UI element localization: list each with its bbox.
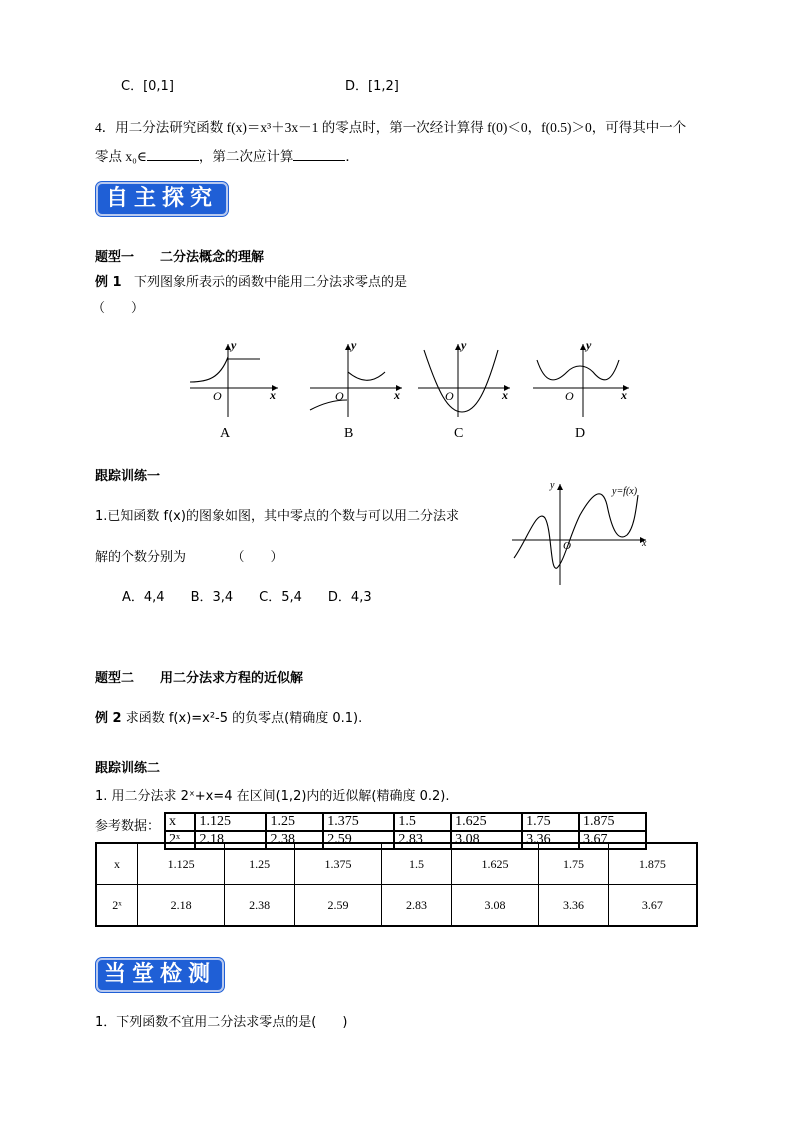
graph-a-y-label: y bbox=[231, 338, 237, 352]
graph-b-label: B bbox=[344, 426, 354, 441]
graph-b-origin: O bbox=[335, 389, 344, 403]
table-cell: 1.25 bbox=[225, 843, 295, 885]
practice-1-origin: O bbox=[563, 540, 571, 552]
example-1-text: 下列图象所表示的函数中能用二分法求零点的是 bbox=[133, 275, 407, 290]
ref-cell: 2.38 bbox=[266, 831, 323, 849]
table-cell: 3.36 bbox=[539, 885, 609, 927]
practice-2-question: 1. 用二分法求 2ˣ+x=4 在区间(1,2)内的近似解(精确度 0.2). bbox=[95, 789, 450, 804]
graph-a-origin: O bbox=[213, 389, 222, 403]
practice-1-curve-label: y=f(x) bbox=[612, 486, 638, 497]
practice-1-title: 跟踪训练一 bbox=[95, 469, 161, 484]
practice-2-title: 跟踪训练二 bbox=[95, 761, 161, 776]
option-d: D．[1,2] bbox=[345, 79, 399, 94]
graph-d-y-label: y bbox=[586, 338, 592, 352]
practice-1-question-line1: 1.已知函数 f(x)的图象如图，其中零点的个数与可以用二分法求 bbox=[95, 509, 459, 524]
answer-paren: （ ） bbox=[92, 301, 145, 316]
ref-cell: 1.125 bbox=[195, 813, 266, 831]
table-cell: 1.125 bbox=[138, 843, 225, 885]
data-table bbox=[95, 842, 698, 927]
q4-mid: ，第二次应计算 bbox=[198, 149, 294, 164]
table-cell: 1.5 bbox=[382, 843, 452, 885]
section-banner-check: 当堂检测 bbox=[96, 958, 224, 992]
ref-cell: 1.875 bbox=[579, 813, 646, 831]
table-cell: 2.38 bbox=[225, 885, 295, 927]
graph-a-label: A bbox=[220, 426, 231, 441]
graph-c-x-label: x bbox=[502, 388, 508, 402]
table-cell: 3.67 bbox=[608, 885, 697, 927]
ref-cell: 3.67 bbox=[579, 831, 646, 849]
q4-prefix: 零点 x₀∈ bbox=[95, 149, 147, 164]
ref-cell: 1.625 bbox=[451, 813, 522, 831]
ref-cell: 2.18 bbox=[195, 831, 266, 849]
graph-b-y-label: y bbox=[351, 338, 357, 352]
ref-cell: 1.75 bbox=[522, 813, 579, 831]
ref-row-x bbox=[165, 813, 646, 831]
graph-option-d bbox=[533, 338, 633, 442]
graph-d-label: D bbox=[575, 426, 586, 441]
reference-data-label: 参考数据： bbox=[95, 819, 161, 834]
graph-c-y-label: y bbox=[461, 338, 467, 352]
ref-cell: 1.375 bbox=[323, 813, 394, 831]
example-2-label: 例 2 bbox=[95, 711, 122, 726]
ref-cell: 2ˣ bbox=[165, 831, 195, 849]
practice-1-options: A．4,4 B．3,4 C．5,4 D．4,3 bbox=[122, 590, 372, 605]
graph-c-svg bbox=[418, 342, 513, 442]
graph-d-x-label: x bbox=[621, 388, 627, 402]
table-cell: x bbox=[96, 843, 138, 885]
section-title-1: 题型一 二分法概念的理解 bbox=[95, 250, 265, 265]
graph-option-c bbox=[418, 338, 513, 442]
ref-cell: 3.36 bbox=[522, 831, 579, 849]
ref-cell: 1.25 bbox=[266, 813, 323, 831]
graph-a-svg bbox=[190, 342, 280, 442]
graph-c-origin: O bbox=[445, 389, 454, 403]
graph-option-b bbox=[310, 338, 405, 442]
ref-cell: 2.83 bbox=[394, 831, 451, 849]
ref-cell: 1.5 bbox=[394, 813, 451, 831]
practice-1-y-label: y bbox=[550, 480, 555, 491]
table-row-x bbox=[96, 843, 697, 885]
practice-1-question-line2: 解的个数分别为 （ ） bbox=[95, 550, 284, 565]
graph-option-a bbox=[190, 338, 280, 442]
practice-1-graph bbox=[512, 480, 652, 590]
q4-suffix: ． bbox=[345, 149, 359, 164]
example-1-label: 例 1 bbox=[95, 275, 122, 290]
table-cell: 2.83 bbox=[382, 885, 452, 927]
question-4-line1: 4．用二分法研究函数 f(x)＝x³＋3x－1 的零点时，第一次经计算得 f(0)＜0，f(0.5)＞0，可得其中一个 bbox=[95, 120, 687, 135]
table-cell: 2.18 bbox=[138, 885, 225, 927]
table-cell: 1.625 bbox=[451, 843, 538, 885]
example-1 bbox=[95, 271, 407, 290]
table-cell: 2ˣ bbox=[96, 885, 138, 927]
graph-b-x-label: x bbox=[394, 388, 400, 402]
section-banner-explore: 自主探究 bbox=[96, 182, 228, 216]
table-cell: 1.75 bbox=[539, 843, 609, 885]
graph-d-origin: O bbox=[565, 389, 574, 403]
option-c: C．[0,1] bbox=[121, 79, 174, 94]
graph-a-x-label: x bbox=[270, 388, 276, 402]
table-cell: 2.59 bbox=[294, 885, 381, 927]
table-cell: 1.875 bbox=[608, 843, 697, 885]
ref-cell: 2.59 bbox=[323, 831, 394, 849]
graph-c-label: C bbox=[454, 426, 464, 441]
section-title-2: 题型二 用二分法求方程的近似解 bbox=[95, 671, 304, 686]
example-2 bbox=[95, 707, 362, 726]
table-cell: 3.08 bbox=[451, 885, 538, 927]
check-question-1: 1．下列函数不宜用二分法求零点的是( ) bbox=[95, 1015, 348, 1030]
table-cell: 1.375 bbox=[294, 843, 381, 885]
example-2-text: 求函数 f(x)=x²-5 的负零点(精确度 0.1). bbox=[125, 711, 363, 726]
question-4-line2 bbox=[95, 145, 359, 165]
answer-blank-1[interactable] bbox=[147, 148, 199, 161]
graph-b-svg bbox=[310, 342, 405, 442]
practice-1-x-label: x bbox=[642, 538, 647, 549]
answer-blank-2[interactable] bbox=[293, 148, 345, 161]
table-row-2x bbox=[96, 885, 697, 927]
ref-cell: x bbox=[165, 813, 195, 831]
ref-cell: 3.08 bbox=[451, 831, 522, 849]
